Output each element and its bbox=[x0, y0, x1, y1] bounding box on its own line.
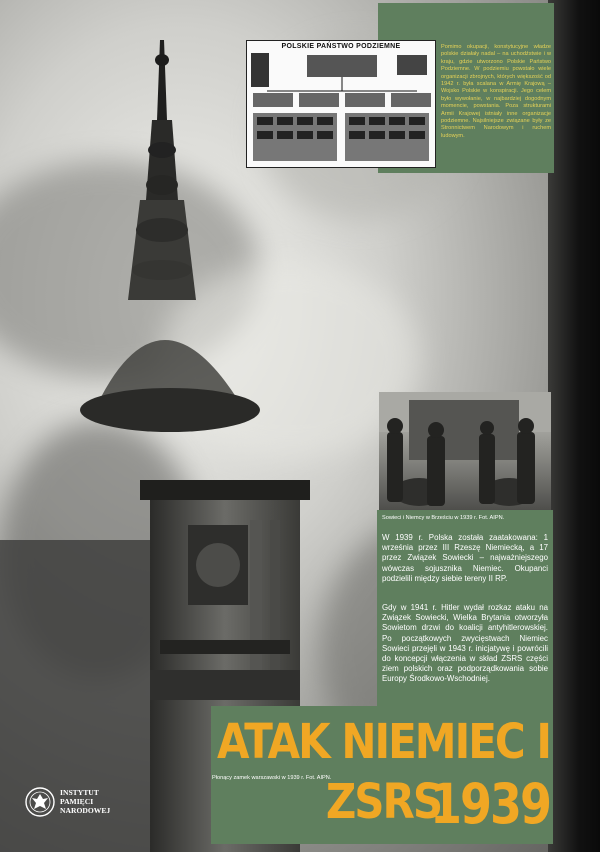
underground-state-diagram bbox=[246, 40, 436, 168]
eagle-emblem-icon bbox=[24, 786, 56, 818]
ipn-line-2: PAMIĘCI bbox=[60, 797, 94, 806]
poster-year: 1939 bbox=[430, 771, 551, 836]
castle-photo-caption: Płonący zamek warszawski w 1939 r. Fot. AIPN. bbox=[212, 775, 332, 781]
underground-state-text: Pomimo okupacji, konstytucyjne władze polskie działały nadal – na uchodźstwie i w kraju, gdzie utworzono Polskie Państwo Podziemne. W podziemiu powstało wiele organizacji zbrojnych, których większość od 1942 r. była scalana w Armię Krajową – Wojsko Polskie w konspiracji. Jego celem było wywołanie, w najbardziej dogodnym momencie, powstania. Poza strukturami Armii Krajowej istniały inne organizacje podziemne. Najsilniejsze związane były ze Stronnictwem Narodowym i ruchem ludowym. bbox=[441, 44, 551, 139]
ipn-name bbox=[60, 788, 110, 815]
ipn-logo bbox=[24, 786, 134, 820]
paragraph-1941: Gdy w 1941 r. Hitler wydał rozkaz ataku na Związek Sowiecki, Wielka Brytania otworzyła Sowietom drzwi do koalicji antyhitlerowskiej. Po początkowych zwycięstwach Niemiec Sowieci przejęli w 1943 r. inicjatywę i powrócili do koncepcji włączenia w skład ZSRS części ziem polskich oraz podporządkowania sobie Europy Środkowo-Wschodniej. bbox=[382, 603, 548, 684]
poster-title: ATAK NIEMIEC I ZSRS bbox=[217, 713, 550, 830]
ipn-line-3: NARODOWEJ bbox=[60, 806, 111, 815]
organization-chart-graphic bbox=[247, 41, 435, 167]
dark-architectural-column bbox=[548, 0, 600, 852]
ipn-line-1: INSTYTUT bbox=[60, 788, 99, 797]
paragraph-1939-attack: W 1939 r. Polska została zaatakowana: 1 września przez III Rzeszę Niemiecką, a 17 przez Związek Sowiecki – najważniejszego wówczas sojusznika Niemiec. Okupanci podzielili między siebie tereny II RP. bbox=[382, 533, 548, 583]
soldiers-brest-photo bbox=[379, 392, 551, 510]
diagram-title: POLSKIE PAŃSTWO PODZIEMNE bbox=[281, 43, 401, 50]
soldiers-photo-caption: Sowieci i Niemcy w Brześciu w 1939 r. Fot. AIPN. bbox=[382, 515, 505, 521]
